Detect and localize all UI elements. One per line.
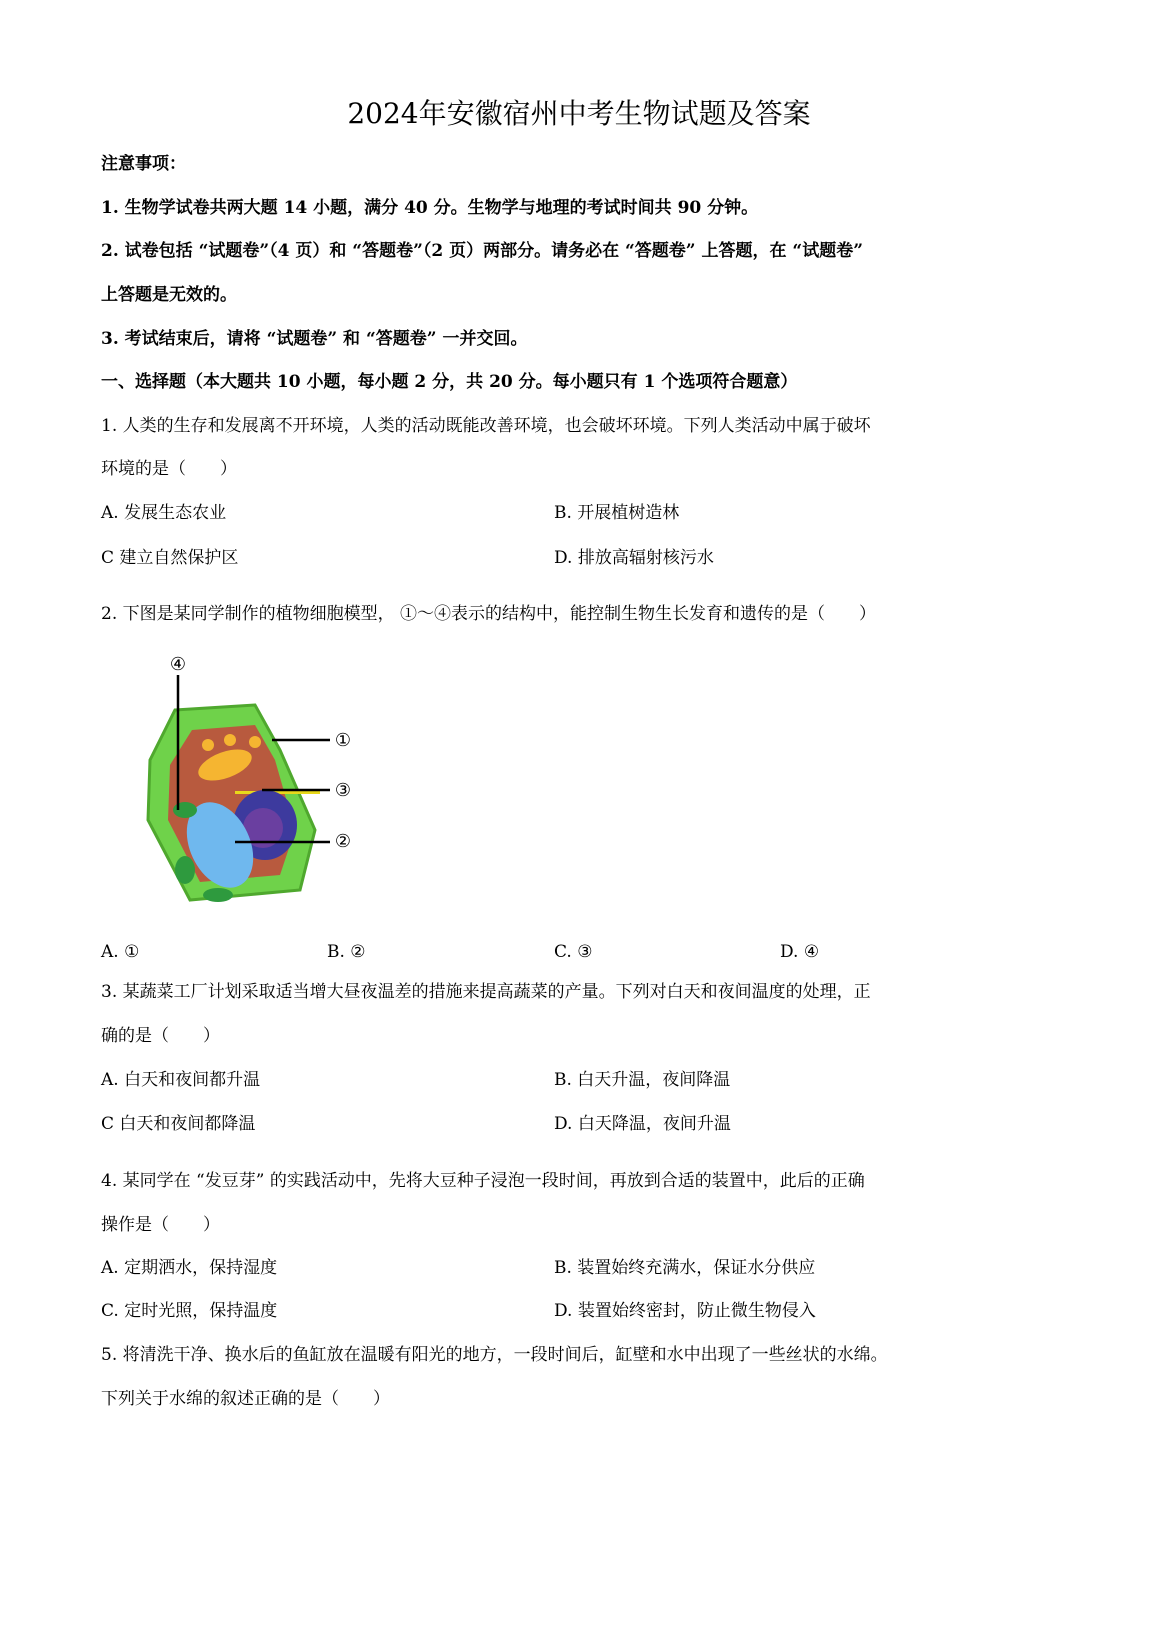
question-text: 1. 人类的生存和发展离不开环境，人类的活动既能改善环境，也会破坏环境。下列人类活动中属于破坏 [101, 416, 871, 436]
notice-item: 1. 生物学试卷共两大题 14 小题，满分 40 分。生物学与地理的考试时间共 90 分钟。 [101, 198, 759, 218]
plant-cell-figure [130, 650, 370, 910]
option-b: B. 白天升温，夜间降温 [554, 1070, 731, 1090]
option-b: B. 装置始终充满水，保证水分供应 [554, 1258, 816, 1278]
figure-label: ④ [169, 654, 187, 675]
option-d: D. 排放高辐射核污水 [554, 548, 714, 568]
question-text: 3. 某蔬菜工厂计划采取适当增大昼夜温差的措施来提高蔬菜的产量。下列对白天和夜间温度的处理，正 [101, 982, 871, 1002]
option-a: A. ① [101, 942, 140, 962]
question-text: 下列关于水绵的叙述正确的是（ ） [101, 1389, 390, 1409]
figure-label: ① [334, 730, 352, 751]
option-b: B. ② [327, 942, 366, 962]
notice-item: 2. 试卷包括 “试题卷”（4 页）和 “答题卷”（2 页）两部分。请务必在 “答题卷” 上答题，在 “试题卷” [101, 241, 863, 261]
question-text: 2. 下图是某同学制作的植物细胞模型， ①～④表示的结构中，能控制生物生长发育和遗传的是（ ） [101, 604, 877, 624]
section-heading: 一、选择题（本大题共 10 小题，每小题 2 分，共 20 分。每小题只有 1 个选项符合题意） [101, 372, 798, 392]
question-text: 5. 将清洗干净、换水后的鱼缸放在温暖有阳光的地方，一段时间后，缸壁和水中出现了一些丝状的水绵。 [101, 1345, 888, 1365]
option-c: C 建立自然保护区 [101, 548, 239, 568]
option-d: D. 装置始终密封，防止微生物侵入 [554, 1301, 816, 1321]
question-text: 确的是（ ） [101, 1026, 220, 1046]
figure-label: ② [334, 831, 352, 852]
notice-item: 上答题是无效的。 [101, 285, 237, 305]
notice-item: 3. 考试结束后，请将 “试题卷” 和 “答题卷” 一并交回。 [101, 329, 528, 349]
figure-label: ③ [334, 780, 352, 801]
option-c: C 白天和夜间都降温 [101, 1114, 256, 1134]
question-text: 环境的是（ ） [101, 459, 237, 479]
question-text: 4. 某同学在 “发豆芽” 的实践活动中，先将大豆种子浸泡一段时间，再放到合适的装置中，此后的正确 [101, 1171, 865, 1191]
option-a: A. 定期洒水，保持湿度 [101, 1258, 278, 1278]
option-d: D. 白天降温，夜间升温 [554, 1114, 731, 1134]
page-title: 2024年安徽宿州中考生物试题及答案 [347, 97, 811, 130]
option-a: A. 白天和夜间都升温 [101, 1070, 261, 1090]
notice-heading: 注意事项： [101, 154, 186, 174]
option-a: A. 发展生态农业 [101, 503, 227, 523]
option-c: C. ③ [554, 942, 593, 962]
question-text: 操作是（ ） [101, 1215, 220, 1235]
option-c: C. 定时光照，保持温度 [101, 1301, 278, 1321]
option-b: B. 开展植树造林 [554, 503, 680, 523]
option-d: D. ④ [780, 942, 820, 962]
